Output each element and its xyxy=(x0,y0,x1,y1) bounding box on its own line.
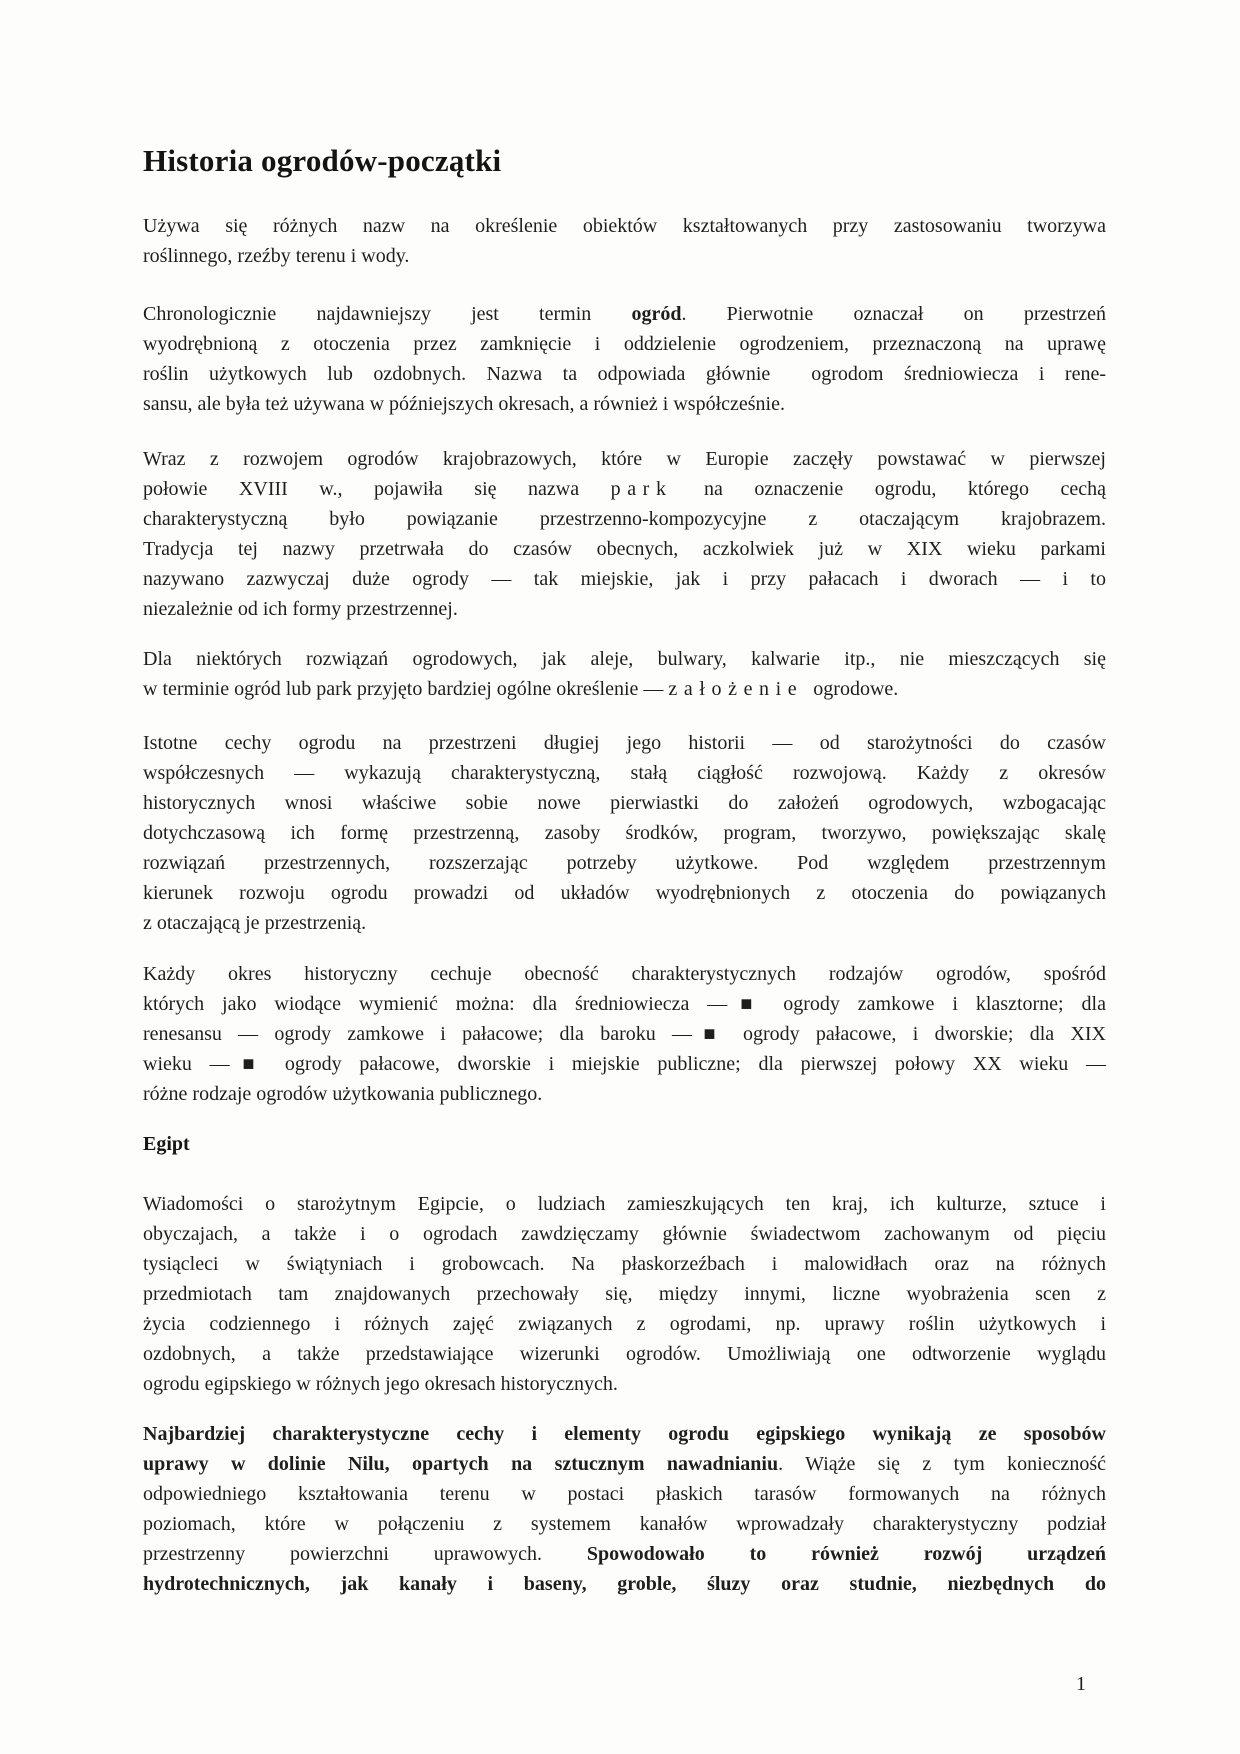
text-line xyxy=(143,1369,1106,1399)
text-segment: Dla niektórych rozwiązań ogrodowych, jak aleje, bulwary, kalwarie itp., nie mieszczących się xyxy=(143,648,1106,670)
text-line xyxy=(143,1279,1106,1309)
text-line xyxy=(143,989,1106,1019)
text-segment: historycznych wnosi właściwe sobie nowe pierwiastki do założeń ogrodowych, wzbogacając xyxy=(143,792,1106,814)
text-segment: w terminie ogród lub park przyjęto bardziej ogólne określenie — xyxy=(143,678,669,700)
text-segment: na oznaczenie ogrodu, którego cechą xyxy=(672,478,1106,500)
page-number: 1 xyxy=(1076,1673,1086,1695)
paragraph-p7 xyxy=(143,1189,1106,1399)
text-line xyxy=(143,329,1106,359)
text-line xyxy=(143,389,1106,419)
paragraph-p3 xyxy=(143,444,1106,624)
text-line xyxy=(143,818,1106,848)
text-line xyxy=(143,1449,1106,1479)
text-segment: założenie xyxy=(668,678,804,700)
text-segment: nazywano zazwyczaj duże ogrody — tak miejskie, jak i przy pałacach i dworach — i to xyxy=(143,568,1106,590)
text-segment: ogrodu egipskiego w różnych jego okresach historycznych. xyxy=(143,1373,618,1395)
text-line xyxy=(143,1479,1106,1509)
paragraph-p2 xyxy=(143,299,1106,419)
text-segment: odpowiedniego kształtowania terenu w postaci płaskich tarasów formowanych na różnych xyxy=(143,1483,1106,1505)
text-line xyxy=(143,504,1106,534)
text-segment: dotychczasową ich formę przestrzenną, zasoby środków, program, tworzywo, powiększając skalę xyxy=(143,822,1106,844)
paragraph-p5 xyxy=(143,728,1106,938)
text-segment: wieku —■ ogrody pałacowe, dworskie i miejskie publiczne; dla pierwszej połowy XX wieku — xyxy=(143,1053,1106,1075)
text-line xyxy=(143,674,1106,704)
text-line xyxy=(143,1339,1106,1369)
text-line xyxy=(143,211,1106,241)
text-line xyxy=(143,1419,1106,1449)
section-heading-egipt: Egipt xyxy=(143,1133,190,1155)
text-segment: kierunek rozwoju ogrodu prowadzi od układów wyodrębnionych z otoczenia do powiązanych xyxy=(143,882,1106,904)
text-segment: rozwiązań przestrzennych, rozszerzając potrzeby użytkowe. Pod względem przestrzennym xyxy=(143,852,1106,874)
text-segment: roślin użytkowych lub ozdobnych. Nazwa ta odpowiada głównie ogrodom średniowiecza i rene- xyxy=(143,363,1106,385)
bold-text: uprawy w dolinie Nilu, opartych na sztucznym nawadnianiu xyxy=(143,1453,779,1475)
text-line xyxy=(143,564,1106,594)
text-line xyxy=(143,1539,1106,1569)
text-segment: Używa się różnych nazw na określenie obiektów kształtowanych przy zastosowaniu tworzywa xyxy=(143,215,1106,237)
bold-text: ogród xyxy=(631,303,682,325)
text-segment: sansu, ale była też używana w późniejszych okresach, a również i współcześnie. xyxy=(143,393,785,415)
text-line xyxy=(143,908,1106,938)
text-segment: współczesnych — wykazują charakterystyczną, stałą ciągłość rozwojową. Każdy z okresów xyxy=(143,762,1106,784)
text-line xyxy=(143,758,1106,788)
paragraph-p4 xyxy=(143,644,1106,704)
text-line xyxy=(143,1019,1106,1049)
text-segment: przestrzenny powierzchni uprawowych. xyxy=(143,1543,587,1565)
text-column xyxy=(143,140,1106,1599)
text-line xyxy=(143,594,1106,624)
text-segment: roślinnego, rzeźby terenu i wody. xyxy=(143,245,410,267)
text-segment: niezależnie od ich formy przestrzennej. xyxy=(143,598,458,620)
text-line xyxy=(143,1049,1106,1079)
paragraph-p6 xyxy=(143,959,1106,1109)
paragraph-p1 xyxy=(143,211,1106,271)
text-line xyxy=(143,788,1106,818)
text-line xyxy=(143,1189,1106,1219)
text-line xyxy=(143,1569,1106,1599)
text-segment: ozdobnych, a także przedstawiające wizerunki ogrodów. Umożliwiają one odtworzenie wyglądu xyxy=(143,1343,1106,1365)
text-segment: Wiadomości o starożytnym Egipcie, o ludziach zamieszkujących ten kraj, ich kulturze, sztuce i xyxy=(143,1193,1106,1215)
text-segment: których jako wiodące wymienić można: dla średniowiecza —■ ogrody zamkowe i klasztorne; dla xyxy=(143,993,1106,1015)
text-line xyxy=(143,241,1106,271)
text-segment: . Pierwotnie oznaczał on przestrzeń xyxy=(681,303,1107,325)
text-segment: tysiącleci w świątyniach i grobowcach. Na płaskorzeźbach i malowidłach oraz na różnych xyxy=(143,1253,1106,1275)
text-segment: różne rodzaje ogrodów użytkowania publicznego. xyxy=(143,1083,543,1105)
text-segment: przedmiotach tam znajdowanych przechowały się, między innymi, liczne wyobrażenia scen z xyxy=(143,1283,1106,1305)
text-line xyxy=(143,444,1106,474)
bold-text: Najbardziej charakterystyczne cechy i elementy ogrodu egipskiego wynikają ze sposobów xyxy=(143,1423,1106,1445)
text-segment: Chronologicznie najdawniejszy jest termin xyxy=(143,303,632,325)
text-segment: park xyxy=(610,478,673,500)
text-line xyxy=(143,878,1106,908)
text-segment: życia codziennego i różnych zajęć związanych z ogrodami, np. uprawy roślin użytkowych i xyxy=(143,1313,1106,1335)
text-segment: Każdy okres historyczny cechuje obecność charakterystycznych rodzajów ogrodów, spośród xyxy=(143,963,1106,985)
text-segment: obyczajach, a także i o ogrodach zawdzięczamy głównie świadectwom zachowanym od pięciu xyxy=(143,1223,1106,1245)
text-line xyxy=(143,848,1106,878)
bold-text: Spowodowało to również rozwój urządzeń xyxy=(586,1543,1106,1565)
text-segment: Istotne cechy ogrodu na przestrzeni długiej jego historii — od starożytności do czasów xyxy=(143,732,1106,754)
text-line xyxy=(143,644,1106,674)
paragraph-p8 xyxy=(143,1419,1106,1599)
text-line xyxy=(143,299,1106,329)
text-segment: połowie XVIII w., pojawiła się nazwa xyxy=(143,478,611,500)
text-line xyxy=(143,1079,1106,1109)
document-title: Historia ogrodów-początki xyxy=(143,143,502,178)
text-line xyxy=(143,534,1106,564)
text-segment: z otaczającą je przestrzenią. xyxy=(143,912,367,934)
text-segment: renesansu — ogrody zamkowe i pałacowe; dla baroku —■ ogrody pałacowe, i dworskie; dla XIX xyxy=(143,1023,1106,1045)
text-segment: charakterystyczną było powiązanie przestrzenno-kompozycyjne z otaczającym krajobrazem. xyxy=(143,508,1106,530)
text-line xyxy=(143,959,1106,989)
text-line xyxy=(143,1509,1106,1539)
text-line xyxy=(143,359,1106,389)
text-line xyxy=(143,728,1106,758)
text-segment: Tradycja tej nazwy przetrwała do czasów obecnych, aczkolwiek już w XIX wieku parkami xyxy=(143,538,1106,560)
text-segment: Wraz z rozwojem ogrodów krajobrazowych, które w Europie zaczęły powstawać w pierwszej xyxy=(143,448,1106,470)
bold-text: hydrotechnicznych, jak kanały i baseny, groble, śluzy oraz studnie, niezbędnych do xyxy=(143,1573,1106,1595)
text-segment: wyodrębnioną z otoczenia przez zamknięcie i oddzielenie ogrodzeniem, przeznaczoną na uprawę xyxy=(143,333,1106,355)
text-segment: poziomach, które w połączeniu z systemem kanałów wprowadzały charakterystyczny podział xyxy=(143,1513,1106,1535)
text-line xyxy=(143,1219,1106,1249)
text-line xyxy=(143,1309,1106,1339)
text-segment: . Wiąże się z tym konieczność xyxy=(778,1453,1106,1475)
text-segment: ogrodowe. xyxy=(803,678,899,700)
text-line xyxy=(143,474,1106,504)
text-line xyxy=(143,1249,1106,1279)
